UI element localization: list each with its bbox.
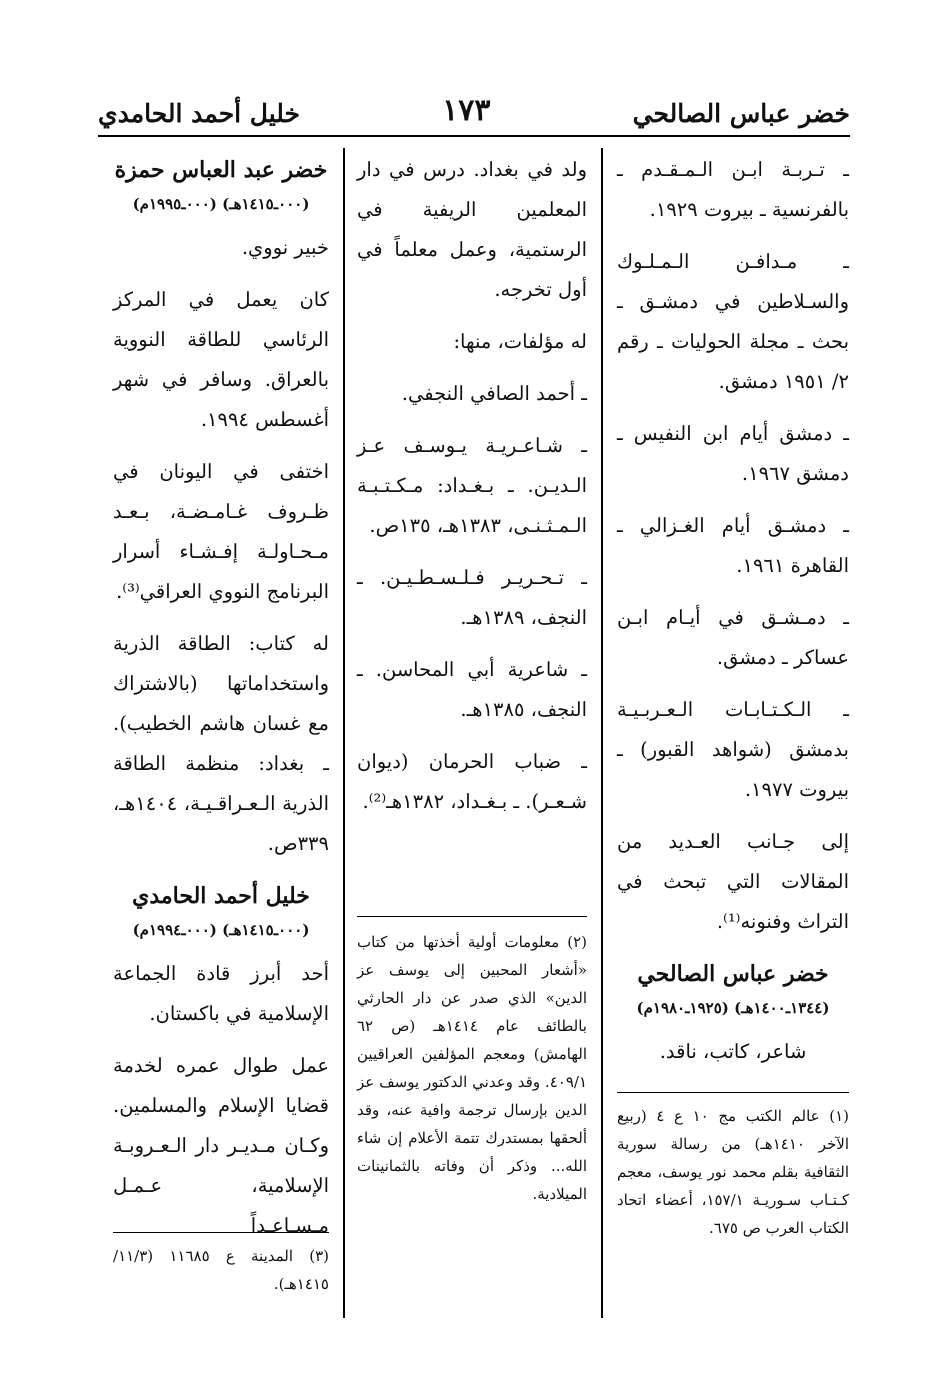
paragraph: إلى جـانب العـديد من المقالات التي تبحث في التراث وفنونه⁽¹⁾. bbox=[617, 830, 849, 933]
column-separator bbox=[343, 148, 345, 1318]
column-separator bbox=[601, 148, 603, 1318]
list-item: ـ شاعرية أبي المحاسن. ـ النجف، ١٣٨٥هـ. bbox=[357, 658, 587, 721]
bio-dates: (٠٠٠ـ١٤١٥هـ) (٠٠٠ـ١٩٩٤م) bbox=[132, 921, 310, 939]
footnote-right bbox=[617, 1102, 849, 1242]
bio-name: خضر عباس الصالحي bbox=[637, 961, 829, 987]
paragraph: اختفى في اليونان في ظـروف غـامـضـة، بـعـد مـحـاولـة إفـشـاء أسرار البرنامج النووي العراقي⁽³⁾. bbox=[113, 460, 329, 603]
header-rule bbox=[98, 135, 850, 137]
column-middle bbox=[357, 150, 587, 834]
footnote-left bbox=[113, 1242, 329, 1298]
page-number: ١٧٣ bbox=[442, 93, 491, 128]
footnote-text: (١) عالم الكتب مج ١٠ ع ٤ (ربيع الآخر ١٤١٠هـ) من رسالة سورية الثقافية بقلم محمد نور يوسف، معجم كـتـاب سـوريـة ١٥٧/١، أعضاء اتحاد الكتاب العرب ص ٦٧٥. bbox=[617, 1107, 849, 1237]
right-running-title: خضر عباس الصالحي bbox=[632, 99, 850, 128]
bio-description: شاعر، كاتب، ناقد. bbox=[659, 1040, 807, 1063]
paragraph: له كتاب: الطاقة الذرية واستخداماتها (بالاشتراك مع غسان هاشم الخطيب). ـ بغداد: منظمة الطاقة الذرية الـعـراقـيـة، ١٤٠٤هـ، ٣٣٩ص. bbox=[113, 632, 329, 855]
left-running-title: خليل أحمد الحامدي bbox=[98, 99, 301, 128]
list-item: ـ ضباب الحرمان (ديوان شـعـر). ـ بـغـداد، ١٣٨٢هـ⁽²⁾. bbox=[357, 750, 587, 813]
paragraph: له مؤلفات، منها: bbox=[453, 330, 587, 353]
footnote-text: (٢) معلومات أولية أخذتها من كتاب «أشعار المحبين إلى يوسف عز الدين» الذي صدر عن دار الحارثي بالطائف عام ١٤١٤هـ (ص ٦٢ الهامش) ومعجم المؤلفين العراقيين ٤٠٩/١. وقد وعدني الدكتور يوسف عز الدين بإرسال ترجمة وافية عنه، وقد ألحقها بمستدرك تتمة الأعلام إن شاء الله... وذكر أن وفاته بالثمانينات الميلادية. bbox=[357, 933, 587, 1203]
paragraph: أحد أبرز قادة الجماعة الإسلامية في باكستان. bbox=[113, 962, 329, 1025]
paragraph: ولد في بغداد. درس في دار المعلمين الريفية في الرستمية، وعمل معلماً في أول تخرجه. bbox=[357, 158, 587, 301]
bio-name: خضر عبد العباس حمزة bbox=[114, 157, 328, 183]
bio-name: خليل أحمد الحامدي bbox=[132, 883, 310, 909]
paragraph: خبير نووي. bbox=[241, 236, 329, 259]
page-header bbox=[98, 78, 850, 128]
list-item: ـ شـاعـريـة يـوسـف عـز الـديـن. ـ بـغـداد: مـكـتـبـة الـمـثـنـى، ١٣٨٣هـ، ١٣٥ص. bbox=[357, 434, 587, 537]
list-item: ـ دمـشـق في أيـام ابـن عساكر ـ دمشق. bbox=[617, 606, 849, 669]
column-right bbox=[617, 150, 849, 1084]
footnote-rule bbox=[357, 916, 587, 917]
list-item: ـ الـكـتـابـات الـعـربـيـة بدمشق (شواهد القبور) ـ بيروت ١٩٧٧. bbox=[617, 698, 849, 801]
list-item: ـ دمشـق أيام الغـزالي ـ القاهرة ١٩٦١. bbox=[617, 514, 849, 577]
list-item: ـ تـحـريـر فـلـسـطـيـن. ـ النجف، ١٣٨٩هـ. bbox=[357, 566, 587, 629]
column-left bbox=[113, 150, 329, 1258]
paragraph: عمل طوال عمره لخدمة قضايا الإسلام والمسلمين. وكـان مـديـر دار الـعـروبـة الإسلامية، عـمـل مـسـاعـداً bbox=[113, 1054, 329, 1237]
footnote-text: (٣) المدينة ع ١١٦٨٥ (١١/٣/ ١٤١٥هـ). bbox=[113, 1247, 329, 1293]
footnote-rule bbox=[113, 1232, 329, 1233]
footnote-middle bbox=[357, 928, 587, 1208]
paragraph: كان يعمل في المركز الرئاسي للطاقة النووية بالعراق. وسافر في شهر أغسطس ١٩٩٤. bbox=[113, 288, 329, 431]
list-item: ـ دمشق أيام ابن النفيس ـ دمشق ١٩٦٧. bbox=[617, 422, 849, 485]
list-item: ـ مـدافـن الـمـلـوك والسـلاطين في دمشـق ـ بحث ـ مجلة الحوليات ـ رقم ٢/ ١٩٥١ دمشق. bbox=[617, 250, 849, 393]
bio-dates: (٠٠٠ـ١٤١٥هـ) (٠٠٠ـ١٩٩٥م) bbox=[132, 195, 310, 213]
list-item: ـ تـربـة ابـن الـمـقـدم ـ بالفرنسية ـ بيروت ١٩٢٩. bbox=[617, 158, 849, 221]
footnote-rule bbox=[617, 1092, 849, 1093]
list-item: ـ أحمد الصافي النجفي. bbox=[401, 382, 587, 405]
bio-dates: (١٣٤٤ـ١٤٠٠هـ) (١٩٢٥ـ١٩٨٠م) bbox=[636, 999, 830, 1017]
